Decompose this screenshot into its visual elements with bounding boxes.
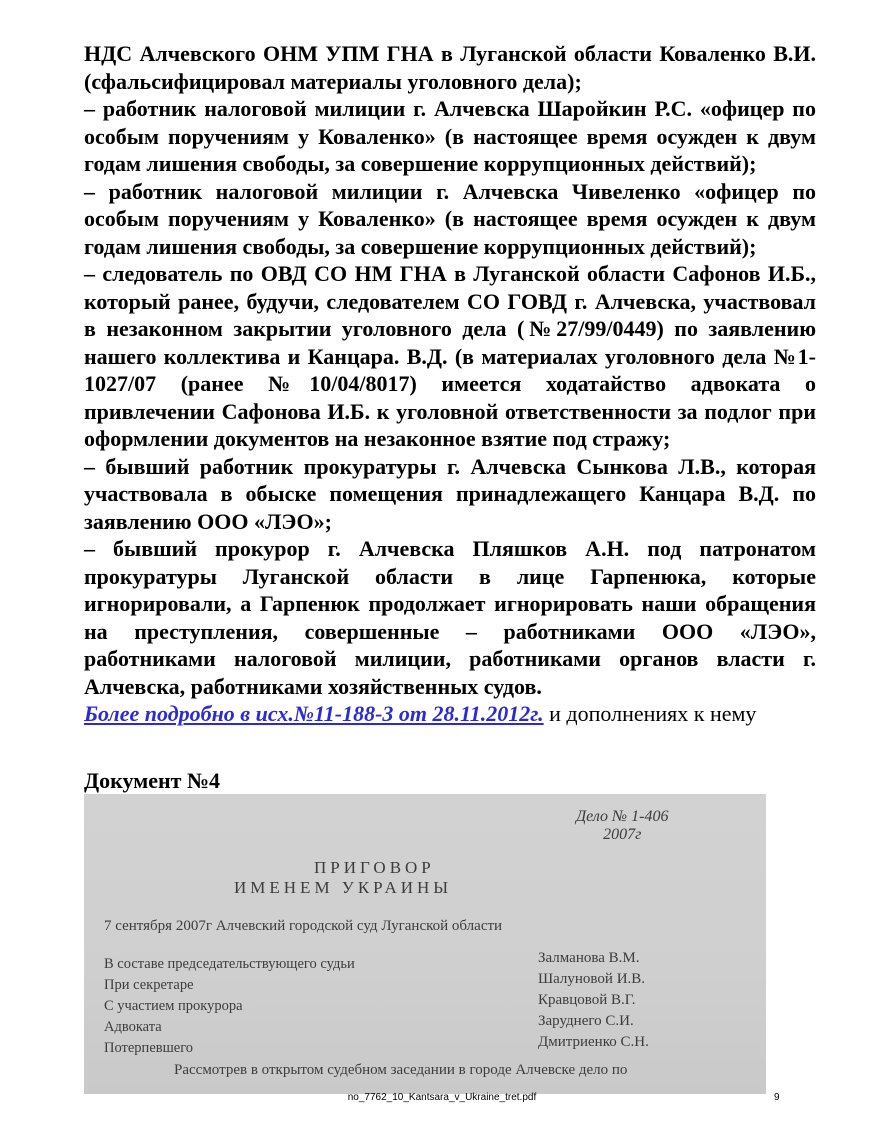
reference-suffix: и дополнениях к нему	[543, 701, 757, 726]
page-number: 9	[774, 1092, 780, 1103]
footer-filename: no_7762_10_Kantsara_v_Ukraine_tret.pdf	[347, 1092, 537, 1103]
paragraph: – работник налоговой милиции г. Алчевска Шаройкин Р.С. «офицер по особым поручениям у Коваленко» (в настоящее время осужден к двум годам лишения свободы, за совершение коррупционных действий);	[84, 96, 816, 176]
role-item: При секретаре	[104, 977, 194, 993]
paragraph: – бывший прокурор г. Алчевска Пляшков А.Н. под патронатом прокуратуры Луганской области в лице Гарпенюка, которые игнорировали, а Гарпенюк продолжает игнорировать наши обращения на преступления, совершенные – работниками ООО «ЛЭО», работниками налоговой милиции, работниками органов власти г. Алчевска, работниками хозяйственных судов.	[84, 536, 816, 699]
name-item: Кравцовой В.Г.	[538, 992, 636, 1008]
name-item: Заруднего С.И.	[538, 1013, 634, 1029]
court-names	[538, 948, 649, 1053]
court-date-line: 7 сентября 2007г Алчевский городской суд Луганской области	[104, 918, 503, 934]
considered-line: Рассмотрев в открытом судебном заседании в городе Алчевске дело по	[174, 1062, 628, 1078]
name-item: Залманова В.М.	[538, 950, 640, 966]
verdict-title: ПРИГОВОР	[314, 858, 435, 877]
paragraph: – работник налоговой милиции г. Алчевска Чивеленко «офицер по особым поручениям у Коваленко» (в настоящее время осужден к двум годам лишения свободы, за совершение коррупционных действий);	[84, 178, 816, 259]
verdict-subtitle: ИМЕНЕМ УКРАИНЫ	[234, 878, 453, 897]
paragraph: – бывший работник прокуратуры г. Алчевска Сынкова Л.В., которая участвовала в обыске помещения принадлежащего Канцара В.Д. по заявлению ООО «ЛЭО»;	[84, 453, 816, 534]
case-number-text: Дело № 1-406	[576, 808, 669, 825]
role-item: Потерпевшего	[104, 1040, 194, 1056]
name-item: Дмитриенко С.Н.	[538, 1034, 649, 1050]
role-item: В составе председательствующего судьи	[104, 956, 355, 972]
paragraph: НДС Алчевского ОНМ УПМ ГНА в Луганской области Коваленко В.И. (сфальсифицировал материалы уголовного дела);	[84, 41, 816, 94]
reference-link[interactable]: Более подробно в исх.№11-188-3 от 28.11.2012г.	[84, 701, 544, 726]
document-body	[84, 40, 816, 728]
case-number	[576, 808, 668, 844]
document-heading: Документ №4	[84, 768, 221, 793]
court-roles	[104, 954, 355, 1059]
case-year-text: 2007г	[603, 826, 642, 843]
role-item: С участием прокурора	[104, 998, 243, 1014]
role-item: Адвоката	[104, 1019, 162, 1035]
name-item: Шалуновой И.В.	[538, 971, 646, 987]
reference-line	[84, 700, 816, 728]
scanned-verdict-image	[84, 794, 766, 1094]
paragraph: – следователь по ОВД СО НМ ГНА в Луганской области Сафонов И.Б., который ранее, будучи, следователем СО ГОВД г. Алчевска, участвовал в незаконном закрытии уголовного дела (№27/99/0449) по заявлению нашего коллектива и Канцара. В.Д. (в материалах уголовного дела №1-1027/07 (ранее №10/04/8017) имеется ходатайство адвоката о привлечении Сафонова И.Б. к уголовной ответственности за подлог при оформлении документов на незаконное взятие под стражу;	[84, 261, 816, 451]
